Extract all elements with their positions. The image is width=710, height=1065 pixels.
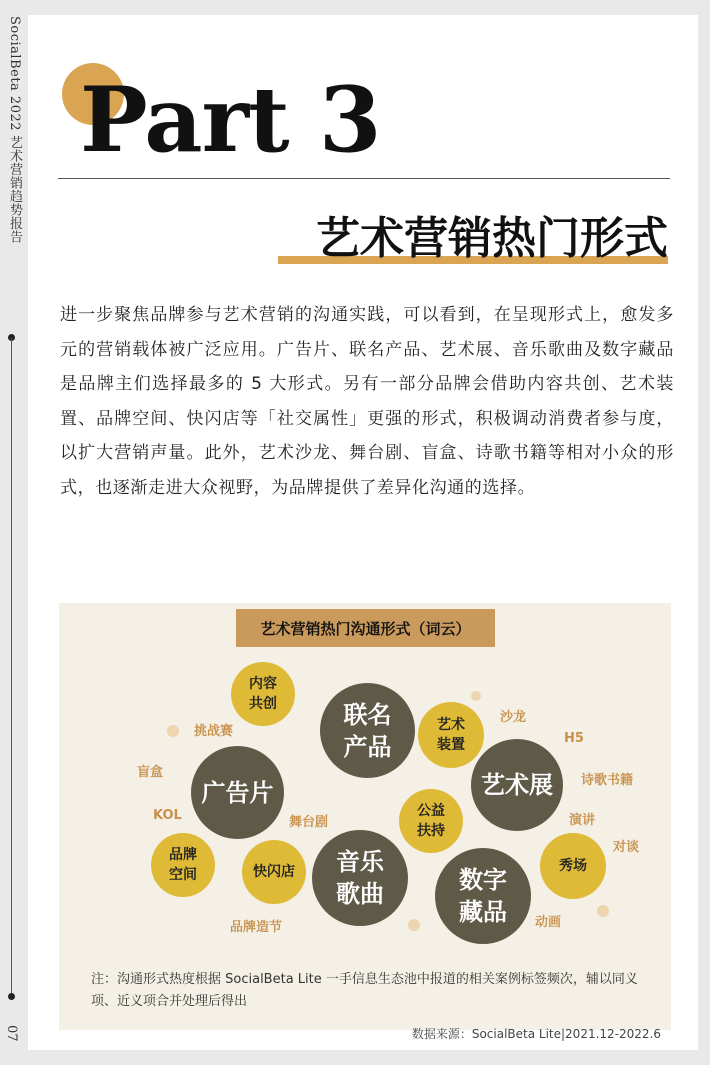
word-h5: H5 bbox=[564, 731, 584, 746]
page-number: 07 bbox=[4, 1025, 19, 1042]
word-speech: 演讲 bbox=[569, 813, 596, 828]
title-divider bbox=[58, 178, 670, 179]
decor-dot bbox=[167, 725, 179, 737]
bubble-content-cocreation: 内容 共创 bbox=[231, 662, 295, 726]
page-paper bbox=[28, 15, 698, 1050]
bubble-art-installation: 艺术 装置 bbox=[418, 702, 484, 768]
intro-paragraph: 进一步聚焦品牌参与艺术营销的沟通实践，可以看到，在呈现形式上，愈发多元的营销载体被广泛应用。广告片、联名产品、艺术展、音乐歌曲及数字藏品是品牌主们选择最多的 5 大形式。另有一部分品牌会借助内容共创、艺术装置、品牌空间、快闪店等「社交属性」更强的形式，积极调动消费者参与度，以扩大营销声量。此外，艺术沙龙、舞台剧、盲盒、诗歌书籍等相对小众的形式，也逐渐走进大众视野，为品牌提供了差异化沟通的选择。 bbox=[60, 305, 674, 498]
word-cloud-note: 注：沟通形式热度根据 SocialBeta Lite 一手信息生态池中报道的相关案例标签频次，辅以同义项、近义项合并处理后得出 bbox=[91, 972, 638, 1009]
bubble-digital-collectibles: 数字 藏品 bbox=[435, 848, 531, 944]
decor-dot bbox=[408, 919, 420, 931]
bubble-public-welfare: 公益 扶持 bbox=[399, 789, 463, 853]
bubble-art-exhibition: 艺术展 bbox=[471, 739, 563, 831]
decor-dot bbox=[597, 905, 609, 917]
word-salon: 沙龙 bbox=[500, 710, 527, 725]
section-title: 艺术营销热门形式 bbox=[316, 213, 668, 264]
bubble-co-branded-product: 联名 产品 bbox=[320, 683, 415, 778]
word-stage-play: 舞台剧 bbox=[289, 815, 329, 830]
bubble-advertising-film: 广告片 bbox=[191, 746, 284, 839]
data-source: 数据来源：SocialBeta Lite|2021.12-2022.6 bbox=[411, 1027, 661, 1041]
word-kol: KOL bbox=[153, 808, 182, 823]
decor-dot bbox=[471, 691, 481, 701]
bubble-brand-space: 品牌 空间 bbox=[151, 833, 215, 897]
report-title-vertical: SocialBeta 2022 艺术营销趋势报告 bbox=[7, 16, 22, 244]
word-poetry-books: 诗歌书籍 bbox=[581, 773, 634, 788]
bubble-fashion-show: 秀场 bbox=[540, 833, 606, 899]
part-title: Part 3 bbox=[80, 67, 381, 173]
word-challenge: 挑战赛 bbox=[194, 724, 234, 739]
word-blind-box: 盲盒 bbox=[137, 765, 164, 780]
bubble-popup-store: 快闪店 bbox=[242, 840, 306, 904]
sidebar-dot-bottom bbox=[8, 993, 15, 1000]
sidebar-line bbox=[11, 338, 12, 998]
word-dialogue: 对谈 bbox=[613, 840, 640, 855]
bubble-music-songs: 音乐 歌曲 bbox=[312, 830, 408, 926]
word-cloud-panel bbox=[59, 603, 671, 1041]
word-animation: 动画 bbox=[535, 915, 562, 930]
word-brand-festival: 品牌造节 bbox=[230, 920, 283, 935]
word-cloud-heading: 艺术营销热门沟通形式（词云） bbox=[236, 609, 495, 647]
